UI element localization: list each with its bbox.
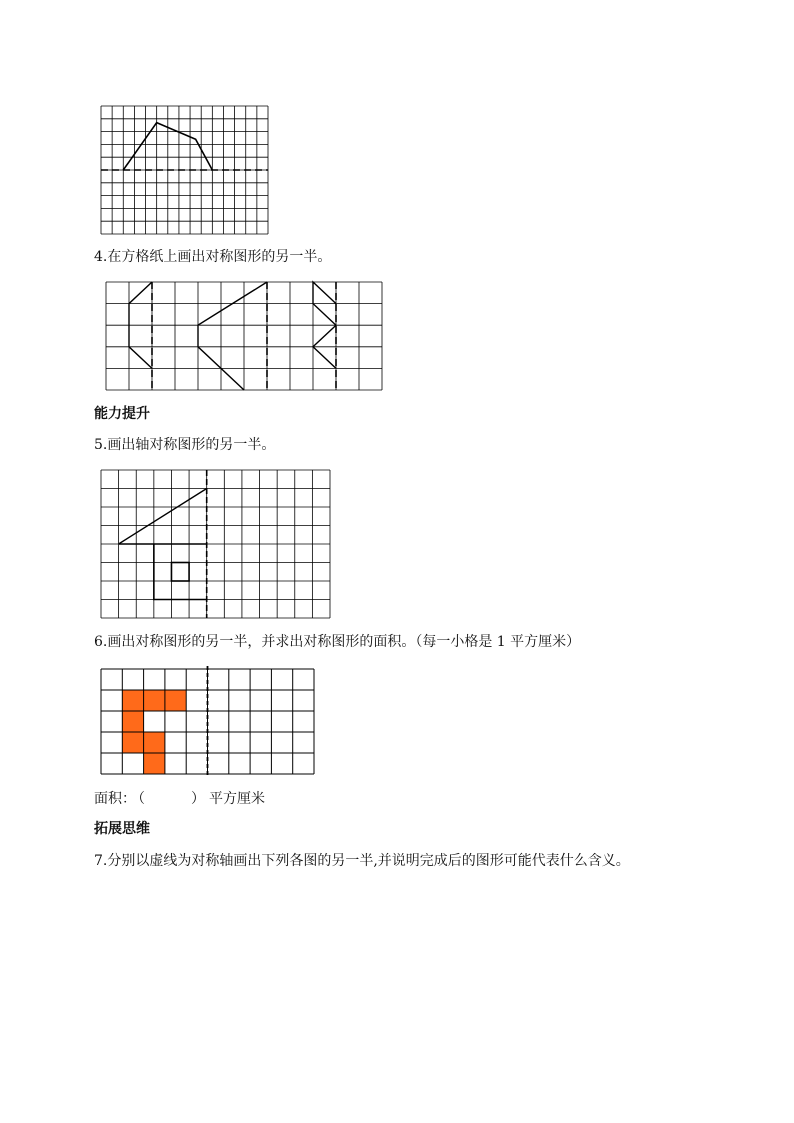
grid-figure-q4 (106, 282, 384, 392)
area-open-paren: （ (138, 791, 145, 807)
question-6: 6.画出对称图形的另一半，并求出对称图形的面积。（每一小格是 1 平方厘米） (94, 634, 581, 650)
house-wall (154, 544, 207, 600)
window-square (171, 563, 189, 582)
roof-line (119, 489, 207, 545)
area-unit: 平方厘米 (209, 791, 265, 807)
question-7: 7.分别以虚线为对称轴画出下列各图的另一半,并说明完成后的图形可能代表什么含义。 (94, 853, 630, 869)
filled-square (144, 753, 165, 774)
filled-square (122, 690, 143, 711)
filled-square (165, 690, 186, 711)
area-answer-line (94, 790, 265, 808)
grid-figure-q6 (101, 669, 317, 777)
filled-square (144, 732, 165, 753)
question-4: 4.在方格纸上画出对称图形的另一半。 (94, 249, 332, 265)
filled-square (122, 732, 143, 753)
area-close-paren: ） (191, 791, 205, 807)
section-heading-extend: 拓展思维 (94, 821, 150, 837)
grid-figure-q5 (101, 470, 333, 620)
question-5: 5.画出轴对称图形的另一半。 (94, 437, 276, 453)
filled-square (144, 690, 165, 711)
grid-figure-top (101, 106, 271, 234)
half-shape-2 (198, 282, 267, 390)
section-heading-ability: 能力提升 (94, 406, 150, 422)
area-label: 面积： (94, 791, 136, 807)
filled-square (122, 711, 143, 732)
